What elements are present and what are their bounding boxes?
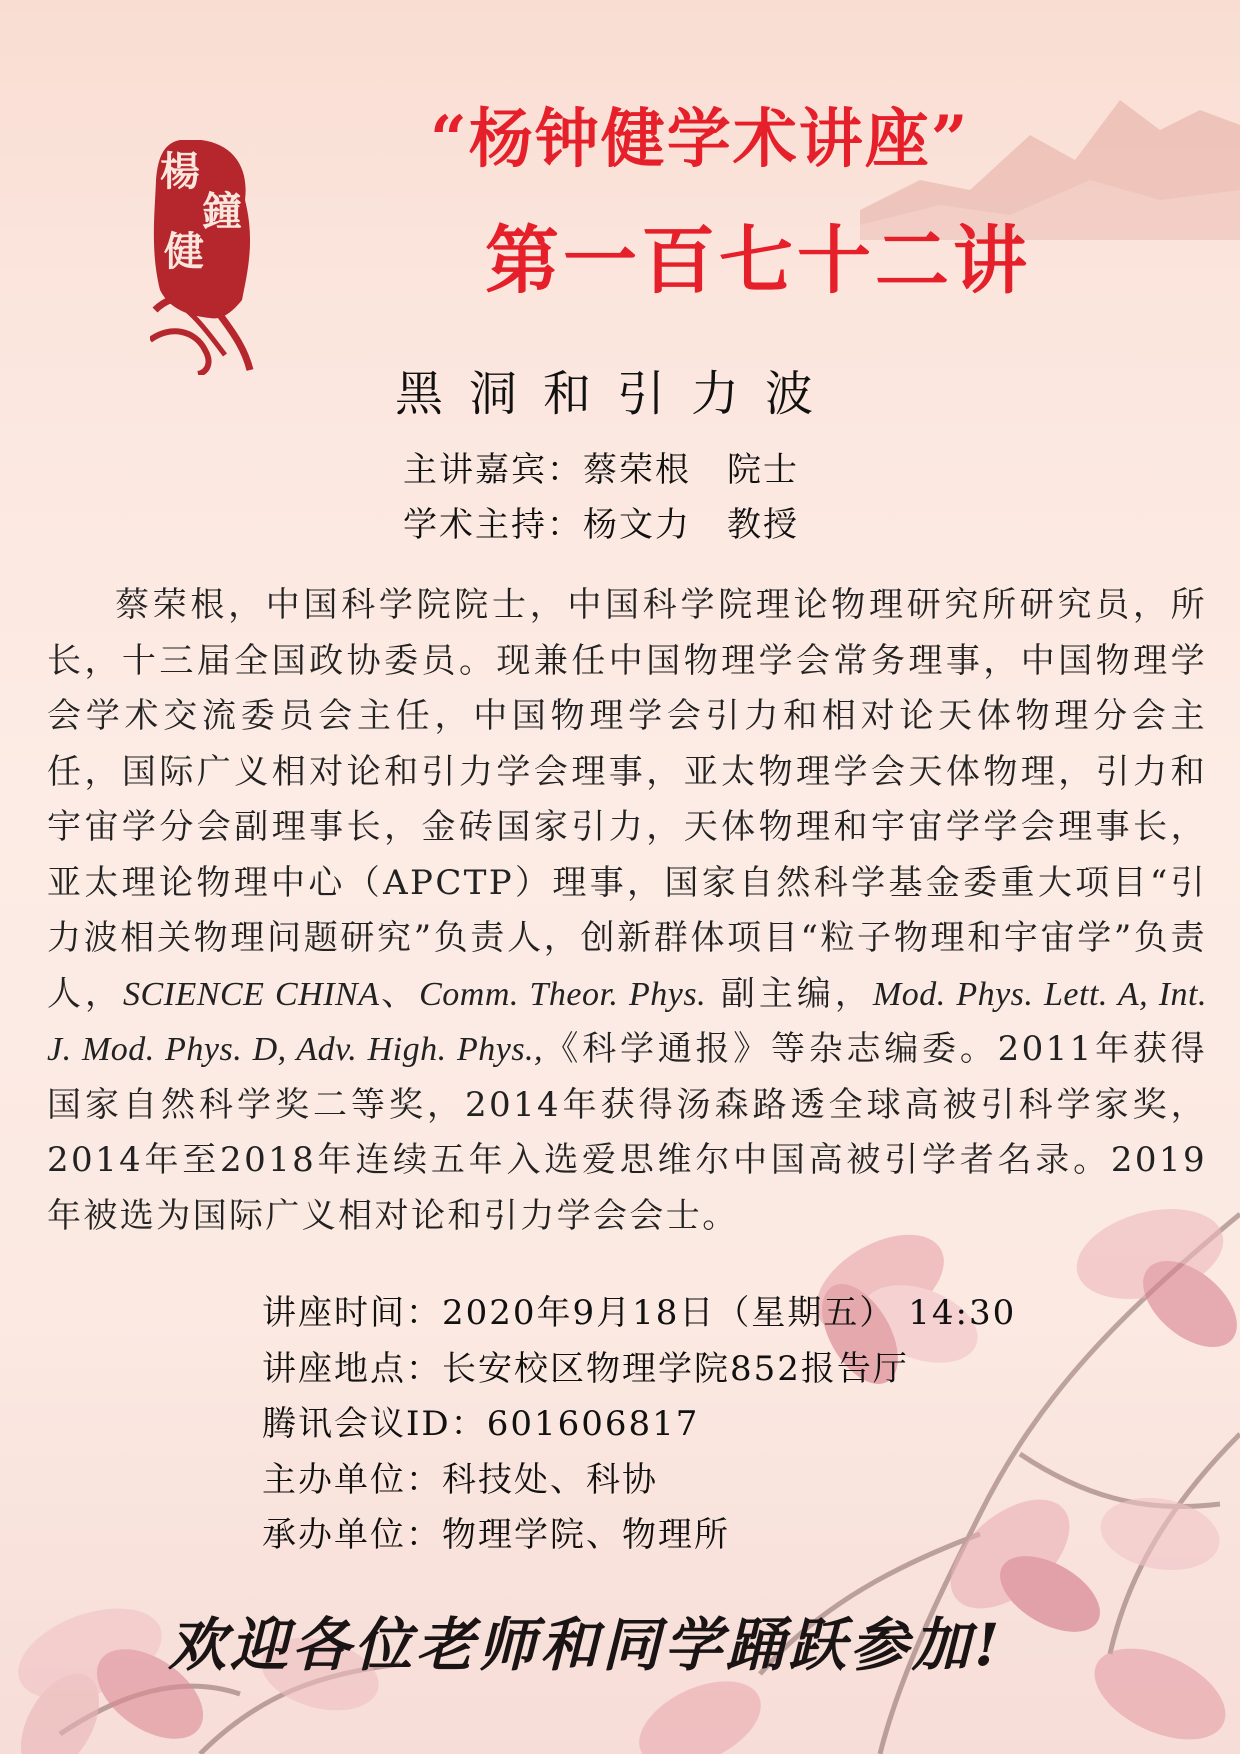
seal-logo [150, 140, 255, 375]
bio-part-3: 《科学通报》等杂志编委。2011年获得国家自然科学奖二等奖，2014年获得汤森路透全球高被引科学家奖，2014年至2018年连续五年入选爱思维尔中国高被引学者名录。2019年被选为国际广义相对论和引力学会会士。 [47, 1029, 1207, 1236]
bio-separator: 、 [379, 973, 420, 1014]
detail-label: 腾讯会议ID： [262, 1404, 487, 1444]
bio-journal-1: SCIENCE CHINA [123, 975, 380, 1013]
lecture-details [262, 1286, 1016, 1564]
detail-meeting-id [262, 1397, 1016, 1453]
bio-part-2: 副主编， [706, 973, 873, 1014]
lecture-number: 第一百七十二讲 [485, 218, 1031, 304]
detail-value: 科技处、科协 [442, 1459, 658, 1500]
detail-time [262, 1286, 1016, 1342]
detail-label: 承办单位： [262, 1515, 442, 1555]
seal-char-3: 健 [164, 228, 204, 275]
seal-char-2: 鐘 [202, 188, 242, 235]
detail-label: 主办单位： [262, 1459, 442, 1500]
seal-char-1: 楊 [160, 148, 200, 195]
speaker-name: 蔡荣根 [583, 450, 691, 490]
detail-value: 长安校区物理学院852报告厅 [442, 1348, 909, 1389]
detail-value: 2020年9月18日（星期五） 14:30 [442, 1293, 1017, 1333]
detail-value: 601606817 [486, 1404, 700, 1444]
bio-part-1: 蔡荣根，中国科学院院士，中国科学院理论物理研究所研究员，所长，十三届全国政协委员。现兼任中国物理学会常务理事，中国物理学会学术交流委员会主任，中国物理学会引力和相对论天体物理分会主任，国际广义相对论和引力学会理事，亚太物理学会天体物理，引力和宇宙学分会副理事长，金砖国家引力，天体物理和宇宙学学会理事长，亚太理论物理中心（APCTP）理事，国家自然科学基金委重大项目“引力波相关物理问题研究”负责人，创新群体项目“粒子物理和宇宙学”负责人， [47, 585, 1207, 1014]
detail-value: 物理学院、物理所 [442, 1515, 730, 1555]
speaker-bio [47, 578, 1207, 1244]
host-title: 教授 [727, 505, 799, 545]
welcome-message: 欢迎各位老师和同学踊跃参加! [168, 1611, 1004, 1679]
host-label: 学术主持： [403, 505, 583, 545]
series-title: “杨钟健学术讲座” [430, 102, 970, 177]
host-line [403, 497, 799, 546]
bio-journal-3: Mod. Phys. Lett. A, Int. J. Mod. Phys. D, Adv. High. Phys., [47, 975, 1208, 1068]
detail-host-unit [262, 1508, 1016, 1564]
speaker-title: 院士 [727, 450, 799, 490]
lecture-topic: 黑洞和引力波 [395, 366, 840, 422]
detail-label: 讲座时间： [262, 1293, 442, 1333]
detail-label: 讲座地点： [262, 1348, 442, 1389]
detail-organizer [262, 1453, 1016, 1509]
bio-journal-2: Comm. Theor. Phys. [419, 975, 707, 1013]
host-name: 杨文力 [583, 505, 691, 545]
speaker-line [403, 442, 799, 491]
speaker-label: 主讲嘉宾： [403, 450, 583, 490]
detail-location [262, 1342, 1016, 1398]
